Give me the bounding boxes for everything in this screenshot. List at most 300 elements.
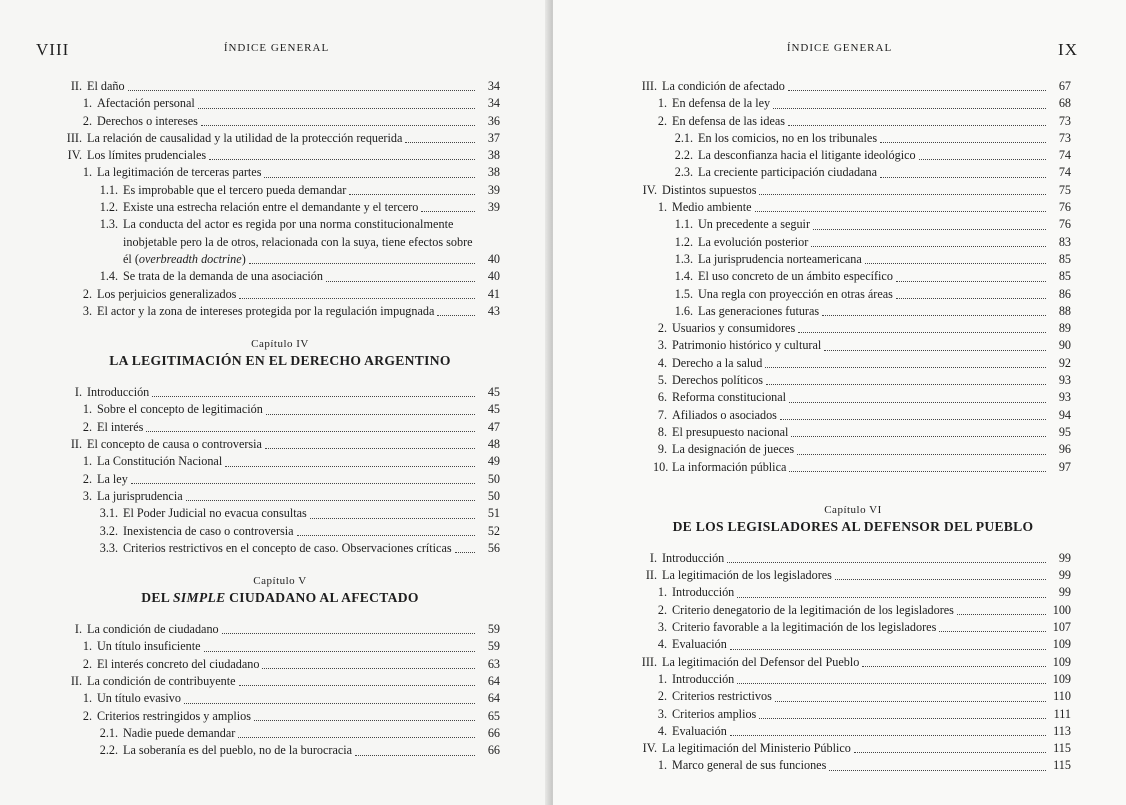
leader-dots — [128, 90, 475, 91]
entry-text: él ( — [123, 251, 139, 266]
entry-page: 90 — [1058, 338, 1071, 353]
entry-number: I. — [649, 550, 657, 565]
toc-entry — [635, 636, 1071, 653]
entry-number: 6. — [657, 390, 667, 405]
entry-text: Los perjuicios generalizados — [97, 286, 237, 301]
entry-number: 8. — [657, 424, 667, 439]
entry-number: 2.2. — [674, 148, 693, 163]
entry-page: 34 — [487, 79, 500, 93]
toc-entry — [60, 95, 500, 112]
toc-entry — [635, 424, 1071, 441]
toc-entry — [635, 619, 1071, 636]
leader-dots — [813, 229, 1046, 230]
toc-entry — [60, 419, 500, 436]
entry-number: 3. — [82, 303, 92, 318]
entry-page: 47 — [487, 419, 500, 434]
entry-number: 2. — [82, 113, 92, 128]
toc-entry — [635, 688, 1071, 705]
toc-entry — [60, 164, 500, 181]
entry-number: 2. — [657, 689, 667, 704]
entry-number: 1. — [657, 758, 667, 773]
entry-number: 2. — [82, 286, 92, 301]
leader-dots — [310, 518, 475, 519]
leader-dots — [186, 500, 475, 501]
entry-number: 2. — [82, 656, 92, 671]
entry-number: 7. — [657, 407, 667, 422]
entry-number: 1.1. — [99, 182, 118, 197]
leader-dots — [152, 396, 475, 397]
leader-dots — [405, 142, 475, 143]
entry-text: Criterios restrictivos — [672, 689, 772, 704]
chapter-label: Capítulo VI — [824, 503, 882, 516]
chapter-title-part: DEL — [141, 590, 174, 606]
entry-text: Medio ambiente — [672, 200, 752, 215]
entry-page: 45 — [487, 385, 500, 400]
leader-dots — [355, 755, 475, 756]
page-number: VIII — [36, 40, 70, 59]
toc-entry — [635, 303, 1071, 320]
entry-number: 3. — [82, 488, 92, 503]
entry-number: 1.1. — [674, 217, 693, 232]
toc-entry — [635, 251, 1071, 268]
entry-text: Criterios restringidos y amplios — [97, 708, 252, 723]
chapter-label: Capítulo V — [253, 575, 307, 588]
entry-text: Nadie puede demandar — [123, 725, 236, 740]
toc-entry-multiline — [60, 216, 500, 268]
entry-text: La condición de afectado — [662, 79, 785, 93]
entry-text: La soberanía es del pueblo, no de la burocracia — [123, 743, 353, 758]
entry-text: ) — [241, 251, 246, 266]
entry-page: 94 — [1058, 407, 1071, 422]
entry-page: 73 — [1058, 113, 1071, 128]
chapter-heading — [60, 573, 500, 607]
entry-text: La jurisprudencia — [97, 488, 183, 503]
entry-text: La conducta del actor es regida por una norma constitucionalmente — [123, 217, 454, 232]
entry-number: 2. — [82, 419, 92, 434]
entry-number: 1. — [82, 454, 92, 469]
entry-text: Afiliados o asociados — [672, 407, 777, 422]
leader-dots — [788, 125, 1046, 126]
entry-page: 64 — [487, 674, 500, 689]
entry-text: El interés — [97, 419, 144, 434]
entry-text: Patrimonio histórico y cultural — [672, 338, 822, 353]
entry-text: La creciente participación ciudadana — [698, 165, 877, 180]
entry-text: La relación de causalidad y la utilidad de la protección requerida — [87, 130, 403, 145]
toc-entry — [635, 671, 1071, 688]
toc-entry — [635, 130, 1071, 147]
toc-entry — [635, 567, 1071, 584]
entry-number: II. — [70, 674, 82, 689]
entry-page: 88 — [1058, 303, 1071, 318]
toc-entry — [635, 372, 1071, 389]
entry-text: Inexistencia de caso o controversia — [123, 523, 294, 538]
entry-text: La condición de contribuyente — [87, 674, 236, 689]
leader-dots — [939, 631, 1046, 632]
entry-page: 76 — [1058, 217, 1071, 232]
toc-entry — [60, 656, 500, 673]
leader-dots — [266, 414, 475, 415]
entry-number: II. — [70, 437, 82, 452]
toc-entry — [60, 453, 500, 470]
leader-dots — [297, 535, 475, 536]
leader-dots — [835, 579, 1046, 580]
toc-entry — [635, 113, 1071, 130]
toc-entry — [635, 78, 1071, 95]
entry-text: En defensa de las ideas — [672, 113, 786, 128]
leader-dots — [146, 431, 475, 432]
toc-entry — [635, 740, 1071, 757]
entry-number: 5. — [657, 373, 667, 388]
toc-entry — [635, 320, 1071, 337]
entry-page: 85 — [1058, 251, 1071, 266]
entry-text: Evaluación — [672, 637, 727, 652]
entry-text-italic: overbreadth doctrine — [138, 251, 242, 266]
leader-dots — [759, 718, 1046, 719]
entry-number: III. — [641, 654, 657, 669]
leader-dots — [788, 90, 1046, 91]
entry-text: El daño — [87, 79, 125, 93]
entry-number: 1. — [82, 402, 92, 417]
leader-dots — [262, 668, 475, 669]
toc-section — [635, 78, 1071, 476]
leader-dots — [737, 597, 1046, 598]
entry-page: 63 — [487, 656, 500, 671]
toc-entry — [60, 488, 500, 505]
entry-number: I. — [74, 622, 82, 637]
entry-page: 51 — [487, 506, 500, 521]
entry-text: La jurisprudencia norteamericana — [698, 251, 862, 266]
leader-dots — [775, 701, 1046, 702]
entry-number: 1.4. — [674, 269, 693, 284]
entry-page: 37 — [487, 130, 500, 145]
entry-page: 99 — [1058, 568, 1071, 583]
leader-dots — [184, 703, 475, 704]
page-number: IX — [1058, 40, 1078, 59]
entry-text: Introducción — [672, 585, 735, 600]
entry-page: 50 — [487, 471, 500, 486]
entry-page: 59 — [487, 622, 500, 637]
toc-entry — [635, 757, 1071, 774]
entry-number: 1.3. — [674, 251, 693, 266]
entry-page: 115 — [1053, 758, 1071, 773]
entry-number: I. — [74, 385, 82, 400]
leader-dots — [780, 419, 1046, 420]
entry-page: 113 — [1053, 723, 1071, 738]
leader-dots — [238, 737, 475, 738]
leader-dots — [766, 384, 1046, 385]
entry-number: IV. — [642, 182, 657, 197]
toc-entry — [635, 441, 1071, 458]
entry-number: 2.1. — [99, 725, 118, 740]
toc-entry — [60, 540, 500, 557]
entry-text: Introducción — [662, 550, 725, 565]
toc-entry — [635, 234, 1071, 251]
chapter-label: Capítulo IV — [251, 338, 309, 351]
leader-dots — [209, 159, 475, 160]
entry-page: 111 — [1053, 706, 1071, 721]
entry-page: 109 — [1052, 671, 1071, 686]
entry-page: 67 — [1058, 79, 1071, 93]
entry-page: 59 — [487, 639, 500, 654]
entry-text: Derechos políticos — [672, 373, 764, 388]
entry-page: 49 — [487, 454, 500, 469]
entry-page: 100 — [1052, 602, 1071, 617]
leader-dots — [254, 720, 475, 721]
entry-page: 97 — [1058, 459, 1071, 474]
toc-entry — [60, 147, 500, 164]
entry-text: Existe una estrecha relación entre el demandante y el tercero — [123, 200, 419, 215]
entry-page: 66 — [487, 725, 500, 740]
entry-page: 109 — [1052, 637, 1071, 652]
toc-entry — [60, 303, 500, 320]
entry-number: 1. — [82, 96, 92, 111]
entry-text: Distintos supuestos — [662, 182, 757, 197]
leader-dots — [131, 483, 475, 484]
entry-number: II. — [645, 568, 657, 583]
entry-text: Criterios amplios — [672, 706, 757, 721]
toc-entry — [635, 584, 1071, 601]
leader-dots — [198, 108, 475, 109]
entry-text: El interés concreto del ciudadano — [97, 656, 260, 671]
leader-dots — [791, 436, 1046, 437]
toc-entry — [635, 95, 1071, 112]
entry-page: 89 — [1058, 321, 1071, 336]
toc-entry — [60, 401, 500, 418]
entry-page: 109 — [1052, 654, 1071, 669]
entry-text: Un título evasivo — [97, 691, 181, 706]
entry-text: Una regla con proyección en otras áreas — [698, 286, 893, 301]
entry-number: 3. — [657, 620, 667, 635]
toc-entry — [60, 621, 500, 638]
toc-entry — [635, 723, 1071, 740]
entry-text: Un precedente a seguir — [698, 217, 811, 232]
entry-text: Introducción — [87, 385, 150, 400]
leader-dots — [759, 194, 1046, 195]
entry-page: 64 — [487, 691, 500, 706]
toc-entry — [635, 164, 1071, 181]
entry-text: La desconfianza hacia el litigante ideológico — [698, 148, 916, 163]
entry-number: III. — [66, 130, 82, 145]
leader-dots — [201, 125, 475, 126]
entry-page: 74 — [1058, 165, 1071, 180]
entry-number: 1. — [657, 200, 667, 215]
leader-dots — [349, 194, 475, 195]
toc-entry — [635, 199, 1071, 216]
chapter-heading — [635, 502, 1071, 536]
entry-text: Las generaciones futuras — [698, 303, 820, 318]
entry-text: inobjetable pero la de otros, relacionada con la suya, tiene efectos sobre — [123, 234, 473, 249]
entry-number: 4. — [657, 355, 667, 370]
entry-number: 4. — [657, 637, 667, 652]
entry-page: 52 — [487, 523, 500, 538]
entry-number: 1.5. — [674, 286, 693, 301]
leader-dots — [239, 685, 475, 686]
toc-entry — [60, 268, 500, 285]
entry-number: 2.2. — [99, 743, 118, 758]
toc-right — [635, 78, 1071, 775]
toc-entry — [635, 706, 1071, 723]
entry-page: 65 — [487, 708, 500, 723]
leader-dots — [829, 770, 1046, 771]
entry-text: La designación de jueces — [672, 442, 795, 457]
entry-number: 10. — [653, 459, 669, 474]
entry-page: 99 — [1058, 550, 1071, 565]
chapter-title-italic: SIMPLE — [173, 590, 226, 606]
entry-page: 38 — [487, 165, 500, 180]
toc-entry — [60, 384, 500, 401]
entry-number: 3. — [657, 338, 667, 353]
entry-text: Afectación personal — [97, 96, 195, 111]
leader-dots — [896, 281, 1046, 282]
running-head: ÍNDICE GENERAL — [786, 42, 893, 54]
entry-number: 2.1. — [674, 130, 693, 145]
entry-number: IV. — [67, 148, 82, 163]
toc-entry — [635, 459, 1071, 476]
leader-dots — [919, 159, 1046, 160]
entry-number: 3.1. — [99, 506, 118, 521]
leader-dots — [797, 454, 1046, 455]
entry-number: 1. — [82, 639, 92, 654]
entry-text: Es improbable que el tercero pueda demandar — [123, 182, 347, 197]
entry-text: La ley — [97, 471, 128, 486]
entry-text: Criterio favorable a la legitimación de los legisladores — [672, 620, 937, 635]
toc-entry — [635, 355, 1071, 372]
toc-section — [635, 550, 1071, 775]
leader-dots — [755, 211, 1046, 212]
toc-entry — [635, 407, 1071, 424]
leader-dots — [204, 651, 475, 652]
entry-page: 93 — [1058, 390, 1071, 405]
toc-entry — [60, 130, 500, 147]
leader-dots — [798, 332, 1046, 333]
entry-number: 3.2. — [99, 523, 118, 538]
entry-text: La Constitución Nacional — [97, 454, 223, 469]
entry-page: 56 — [487, 540, 500, 555]
leader-dots — [789, 402, 1046, 403]
entry-page: 107 — [1052, 620, 1071, 635]
leader-dots — [789, 471, 1046, 472]
toc-entry — [635, 268, 1071, 285]
leader-dots — [225, 466, 475, 467]
entry-page: 85 — [1058, 269, 1071, 284]
leader-dots — [264, 177, 475, 178]
entry-text: La legitimación del Ministerio Público — [662, 741, 851, 756]
leader-dots — [824, 350, 1046, 351]
leader-dots — [854, 752, 1046, 753]
entry-page: 86 — [1058, 286, 1071, 301]
entry-text: Derechos o intereses — [97, 113, 198, 128]
entry-page: 36 — [487, 113, 500, 128]
toc-entry — [60, 286, 500, 303]
toc-entry — [60, 708, 500, 725]
chapter-title: DE LOS LEGISLADORES AL DEFENSOR DEL PUEBLO — [672, 518, 1034, 534]
entry-text: Evaluación — [672, 723, 727, 738]
leader-dots — [862, 666, 1046, 667]
entry-text: El Poder Judicial no evacua consultas — [123, 506, 307, 521]
entry-page: 66 — [487, 743, 500, 758]
entry-number: 2. — [657, 602, 667, 617]
toc-entry — [635, 654, 1071, 671]
left-page — [0, 0, 553, 805]
entry-number: 2. — [82, 471, 92, 486]
entry-text: El concepto de causa o controversia — [87, 437, 262, 452]
chapter-title-part: CIUDADANO AL AFECTADO — [225, 590, 419, 606]
leader-dots — [437, 315, 475, 316]
leader-dots — [730, 649, 1046, 650]
entry-number: 2. — [82, 708, 92, 723]
toc-entry — [60, 471, 500, 488]
entry-page: 93 — [1058, 373, 1071, 388]
entry-page: 92 — [1058, 355, 1071, 370]
entry-page: 40 — [487, 251, 500, 266]
leader-dots — [326, 281, 475, 282]
right-page — [553, 0, 1126, 805]
entry-page: 74 — [1058, 148, 1071, 163]
toc-entry — [60, 436, 500, 453]
entry-page: 83 — [1058, 234, 1071, 249]
entry-page: 110 — [1053, 689, 1071, 704]
leader-dots — [822, 315, 1046, 316]
entry-page: 68 — [1058, 96, 1071, 111]
leader-dots — [773, 108, 1046, 109]
leader-dots — [222, 633, 475, 634]
leader-dots — [455, 552, 475, 553]
entry-number: 2.3. — [674, 165, 693, 180]
leader-dots — [727, 562, 1046, 563]
entry-number: 1.3. — [99, 217, 118, 232]
entry-number: 1. — [657, 671, 667, 686]
toc-entry — [60, 638, 500, 655]
toc-entry — [635, 389, 1071, 406]
entry-number: IV. — [642, 741, 657, 756]
toc-entry — [635, 550, 1071, 567]
leader-dots — [896, 298, 1046, 299]
entry-text: Un título insuficiente — [97, 639, 201, 654]
toc-entry — [635, 216, 1071, 233]
entry-page: 75 — [1058, 182, 1071, 197]
entry-page: 115 — [1053, 741, 1071, 756]
toc-section — [60, 384, 500, 557]
entry-page: 99 — [1058, 585, 1071, 600]
leader-dots — [811, 246, 1046, 247]
toc-entry — [60, 523, 500, 540]
entry-page: 73 — [1058, 130, 1071, 145]
running-head: ÍNDICE GENERAL — [223, 42, 330, 54]
entry-page: 34 — [487, 96, 500, 111]
entry-number: 1. — [657, 585, 667, 600]
entry-text: Sobre el concepto de legitimación — [97, 402, 263, 417]
entry-number: III. — [641, 79, 657, 93]
entry-number: 1.2. — [99, 200, 118, 215]
chapter-heading — [60, 336, 500, 370]
entry-number: 1.2. — [674, 234, 693, 249]
entry-page: 40 — [487, 269, 500, 284]
entry-text: Marco general de sus funciones — [672, 758, 827, 773]
entry-number: II. — [70, 79, 82, 93]
toc-entry — [635, 182, 1071, 199]
entry-text: El presupuesto nacional — [672, 424, 789, 439]
toc-entry — [635, 337, 1071, 354]
leader-dots — [880, 142, 1046, 143]
leader-dots — [880, 177, 1046, 178]
leader-dots — [239, 298, 475, 299]
entry-text: La legitimación del Defensor del Pueblo — [662, 654, 860, 669]
entry-page: 95 — [1058, 424, 1071, 439]
toc-section — [60, 268, 500, 320]
entry-text: La evolución posterior — [698, 234, 809, 249]
entry-text: Los límites prudenciales — [87, 148, 207, 163]
entry-number: 1.6. — [674, 303, 693, 318]
